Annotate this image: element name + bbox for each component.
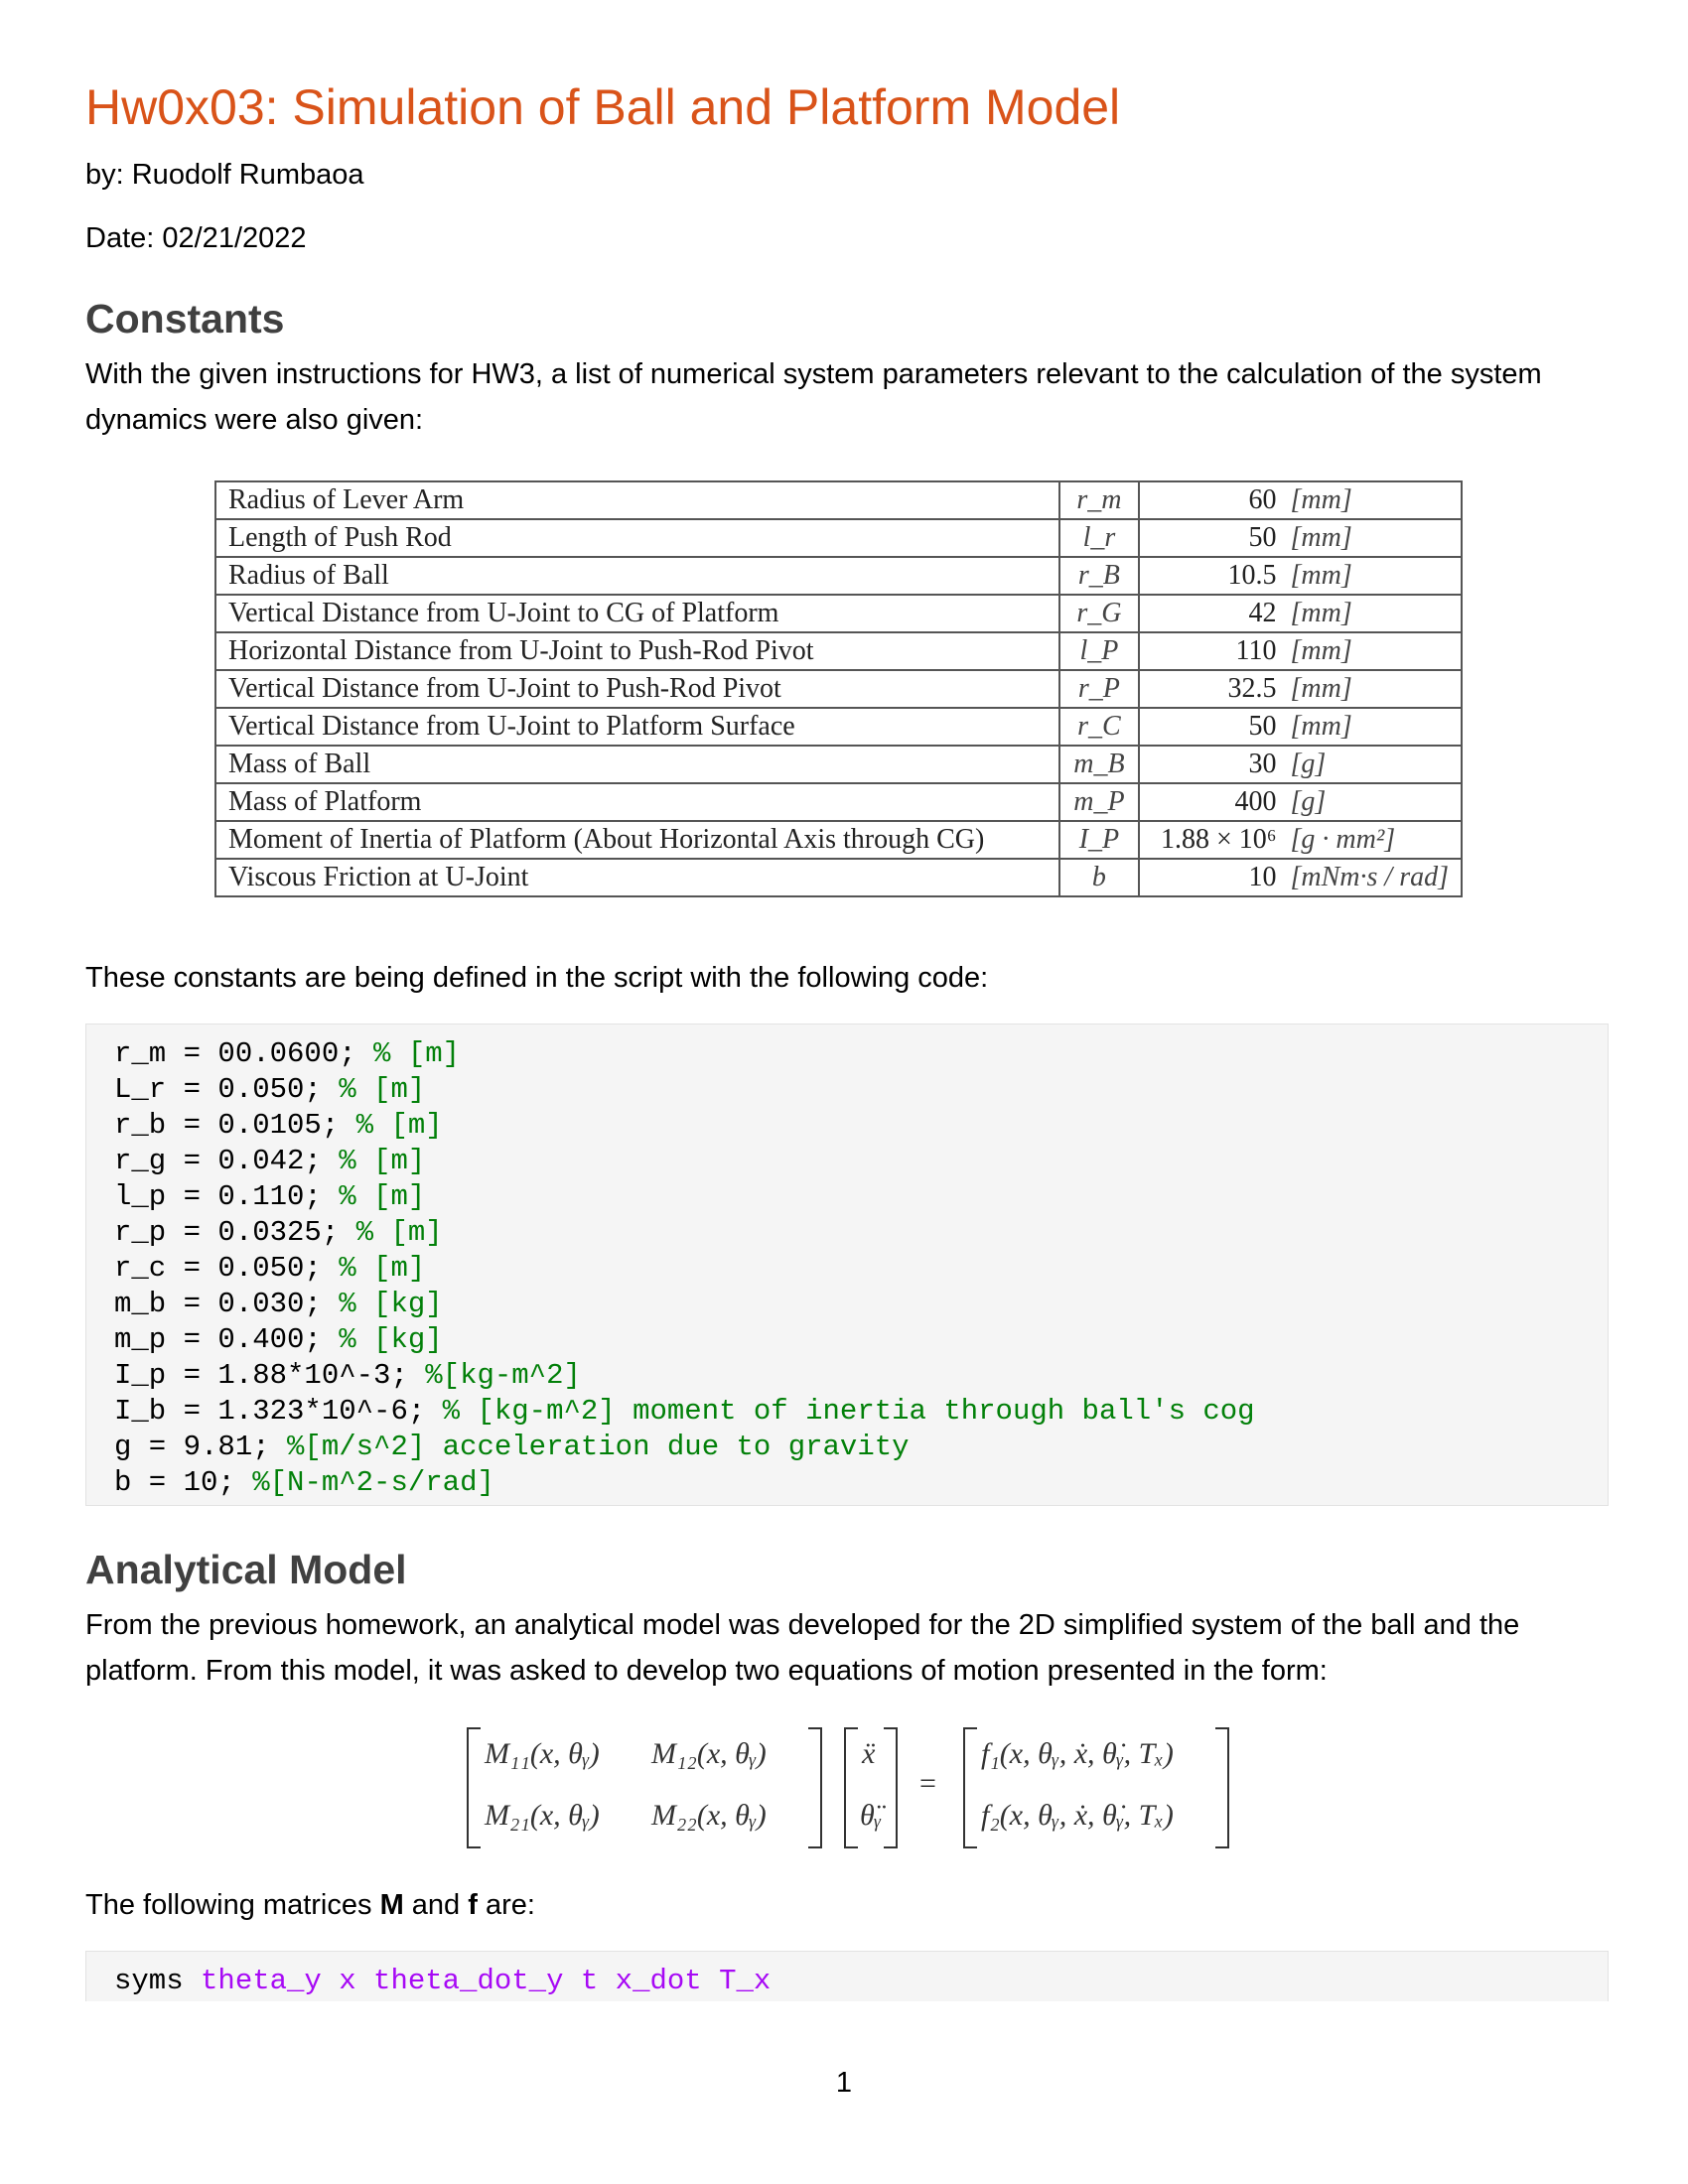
code-statement: m_p = 0.400; [114,1323,340,1356]
syms-keyword: syms [114,1965,202,1997]
parameter-value: 50 [1139,708,1281,746]
code-comment: % [m] [355,1216,443,1249]
code-line [114,1358,1580,1394]
code-statement: l_p = 0.110; [114,1180,340,1213]
code-line [114,1108,1580,1144]
rhs-right-bracket [1215,1727,1229,1848]
page-number: 1 [835,2067,853,2099]
parameter-unit: [mm] [1281,708,1463,746]
code-comment: % [m] [339,1073,426,1106]
analytical-heading: Analytical Model [85,1547,407,1592]
parameter-row [215,519,1462,557]
syms-code-block [85,1951,1609,2001]
code-statement: I_b = 1.323*10^-6; [114,1395,443,1428]
matrix-left-bracket [467,1727,481,1848]
parameter-row [215,783,1462,821]
code-line [114,1322,1580,1358]
code-comment: %[N-m^2-s/rad] [252,1466,494,1499]
parameter-symbol: m_B [1059,746,1138,783]
m11-cell: M₁₁(x, θᵧ) [485,1737,600,1770]
parameter-description: Vertical Distance from U-Joint to Push-Rod Pivot [215,670,1059,708]
parameter-description: Horizontal Distance from U-Joint to Push-Rod Pivot [215,632,1059,670]
rhs-left-bracket [963,1727,977,1848]
syms-variables: theta_y x theta_dot_y t x_dot T_x [201,1965,772,1997]
parameter-row [215,670,1462,708]
code-line [114,1394,1580,1430]
code-comment: % [m] [339,1145,426,1177]
parameter-description: Viscous Friction at U-Joint [215,859,1059,896]
parameter-value: 42 [1139,595,1281,632]
parameter-unit: [mm] [1281,632,1463,670]
parameter-row [215,557,1462,595]
parameter-description: Mass of Platform [215,783,1059,821]
constants-code-block [85,1024,1609,1506]
parameter-table [214,480,1463,897]
constants-intro: With the given instructions for HW3, a list of numerical system parameters relevant to the calculation of the system dynamics were also given: [85,358,1542,436]
parameter-symbol: r_m [1059,481,1138,519]
code-comment: % [kg] [339,1323,443,1356]
parameter-description: Length of Push Rod [215,519,1059,557]
equation-of-motion [467,1727,1241,1846]
parameter-symbol: I_P [1059,821,1138,859]
parameter-value: 32.5 [1139,670,1281,708]
parameter-symbol: r_C [1059,708,1138,746]
parameter-description: Radius of Ball [215,557,1059,595]
constants-heading: Constants [85,296,285,341]
code-line [114,1179,1580,1215]
parameter-symbol: r_P [1059,670,1138,708]
parameter-symbol: l_r [1059,519,1138,557]
code-comment: % [m] [339,1180,426,1213]
parameter-unit: [mm] [1281,481,1463,519]
code-statement: r_m = 00.0600; [114,1037,374,1070]
parameter-row [215,708,1462,746]
code-line [114,1072,1580,1108]
vector-left-bracket [844,1727,858,1848]
matrix-right-bracket [808,1727,822,1848]
m12-cell: M₁₂(x, θᵧ) [651,1737,767,1770]
f1-cell: f₁(x, θᵧ, ẋ, θ̇ᵧ, Tₓ) [981,1737,1174,1770]
code-statement: r_c = 0.050; [114,1252,340,1285]
code-statement: I_p = 1.88*10^-3; [114,1359,426,1392]
vector-right-bracket [884,1727,898,1848]
code-intro: These constants are being defined in the script with the following code: [85,962,989,994]
code-comment: %[m/s^2] acceleration due to gravity [287,1431,910,1463]
code-line [114,1215,1580,1251]
code-line [114,1430,1580,1465]
parameter-symbol: r_G [1059,595,1138,632]
code-comment: % [m] [355,1109,443,1142]
code-comment: % [m] [339,1252,426,1285]
code-statement: r_p = 0.0325; [114,1216,356,1249]
m22-cell: M₂₂(x, θᵧ) [651,1799,767,1832]
parameter-value: 10 [1139,859,1281,896]
parameter-unit: [g] [1281,746,1463,783]
parameter-description: Mass of Ball [215,746,1059,783]
parameter-value: 10.5 [1139,557,1281,595]
parameter-unit: [mm] [1281,557,1463,595]
code-statement: L_r = 0.050; [114,1073,340,1106]
code-line [114,1144,1580,1179]
parameter-value: 400 [1139,783,1281,821]
code-comment: % [kg-m^2] moment of inertia through ball's cog [442,1395,1255,1428]
author-line: by: Ruodolf Rumbaoa [85,159,364,191]
parameter-row [215,481,1462,519]
parameter-value: 110 [1139,632,1281,670]
code-statement: r_g = 0.042; [114,1145,340,1177]
parameter-unit: [mm] [1281,670,1463,708]
code-statement: r_b = 0.0105; [114,1109,356,1142]
parameter-unit: [mNm·s / rad] [1281,859,1463,896]
code-comment: % [m] [373,1037,461,1070]
parameter-unit: [mm] [1281,595,1463,632]
code-comment: % [kg] [339,1288,443,1320]
parameter-row [215,632,1462,670]
q1-cell: ẍ [862,1737,876,1770]
parameter-symbol: l_P [1059,632,1138,670]
code-line [114,1465,1580,1501]
date-line: Date: 02/21/2022 [85,222,307,254]
parameter-description: Vertical Distance from U-Joint to CG of Platform [215,595,1059,632]
parameter-unit: [mm] [1281,519,1463,557]
parameter-unit: [g · mm²] [1281,821,1463,859]
parameter-row [215,821,1462,859]
equals-sign: = [919,1767,936,1800]
parameter-symbol: m_P [1059,783,1138,821]
parameter-symbol: r_B [1059,557,1138,595]
parameter-value: 50 [1139,519,1281,557]
parameter-value: 30 [1139,746,1281,783]
parameter-description: Moment of Inertia of Platform (About Horizontal Axis through CG) [215,821,1059,859]
analytical-intro: From the previous homework, an analytical model was developed for the 2D simplified system of the ball and the platform. From this model, it was asked to develop two equations of motion presented in the form: [85,1609,1520,1687]
parameter-value: 1.88 × 10⁶ [1139,821,1281,859]
parameter-row [215,859,1462,896]
parameter-value: 60 [1139,481,1281,519]
matrices-text: The following matrices M and f are: [85,1889,535,1921]
document-title: Hw0x03: Simulation of Ball and Platform Model [85,79,1121,135]
parameter-symbol: b [1059,859,1138,896]
code-line [114,1036,1580,1072]
code-line [114,1287,1580,1322]
parameter-row [215,746,1462,783]
m21-cell: M₂₁(x, θᵧ) [485,1799,600,1832]
code-line [114,1251,1580,1287]
code-statement: g = 9.81; [114,1431,288,1463]
parameter-description: Vertical Distance from U-Joint to Platform Surface [215,708,1059,746]
code-comment: %[kg-m^2] [425,1359,581,1392]
parameter-row [215,595,1462,632]
q2-cell: θ̈ᵧ [860,1799,882,1832]
f2-cell: f₂(x, θᵧ, ẋ, θ̇ᵧ, Tₓ) [981,1799,1174,1832]
code-statement: b = 10; [114,1466,253,1499]
parameter-description: Radius of Lever Arm [215,481,1059,519]
code-statement: m_b = 0.030; [114,1288,340,1320]
parameter-unit: [g] [1281,783,1463,821]
